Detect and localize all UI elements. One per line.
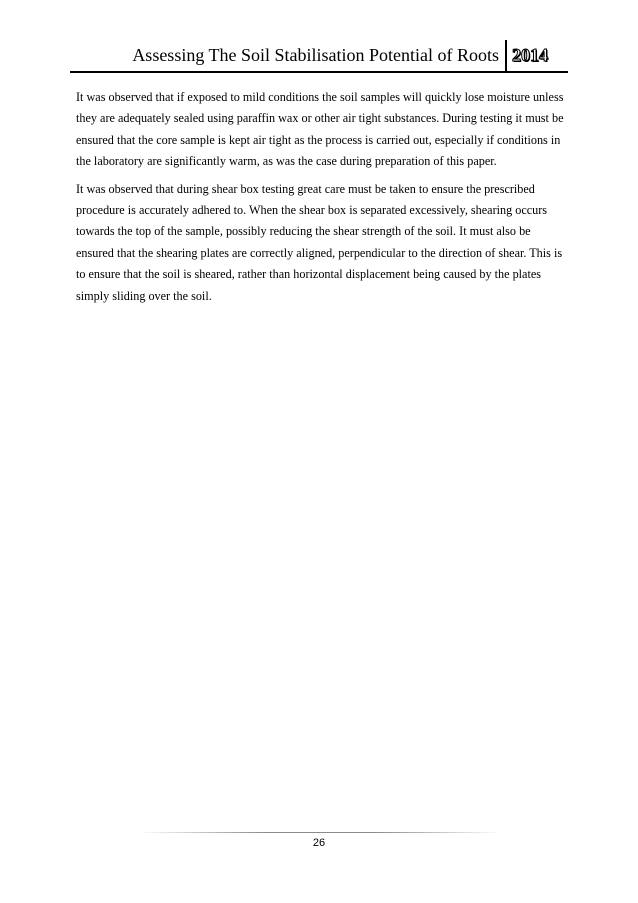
paragraph-shear-box: It was observed that during shear box testing great care must be taken to ensure the prescribed procedure is accurately adhered to. When the shear box is separated excessively, shearing occurs towards the top of the sample, possibly reducing the shear strength of the soil. It must also be ensured that the shearing plates are correctly aligned, perpendicular to the direction of shear. This is to ensure that the soil is sheared, rather than horizontal displacement being caused by the plates simply sliding over the soil. [76, 181, 563, 303]
body-text [76, 87, 566, 313]
page-header [70, 38, 568, 74]
header-year: 2014 [512, 45, 548, 65]
footer-rule [138, 832, 502, 833]
header-divider [505, 40, 507, 72]
header-rule [70, 71, 568, 73]
paragraph-moisture: It was observed that if exposed to mild conditions the soil samples will quickly lose moisture unless they are adequately sealed using paraffin wax or other air tight substances. During testing it must be ensured that the core sample is kept air tight as the process is carried out, especially if conditions in the laboratory are significantly warm, as was the case during preparation of this paper. [76, 90, 564, 169]
header-title: Assessing The Soil Stabilisation Potential of Roots [132, 45, 499, 65]
page-number: 26 [312, 837, 326, 849]
